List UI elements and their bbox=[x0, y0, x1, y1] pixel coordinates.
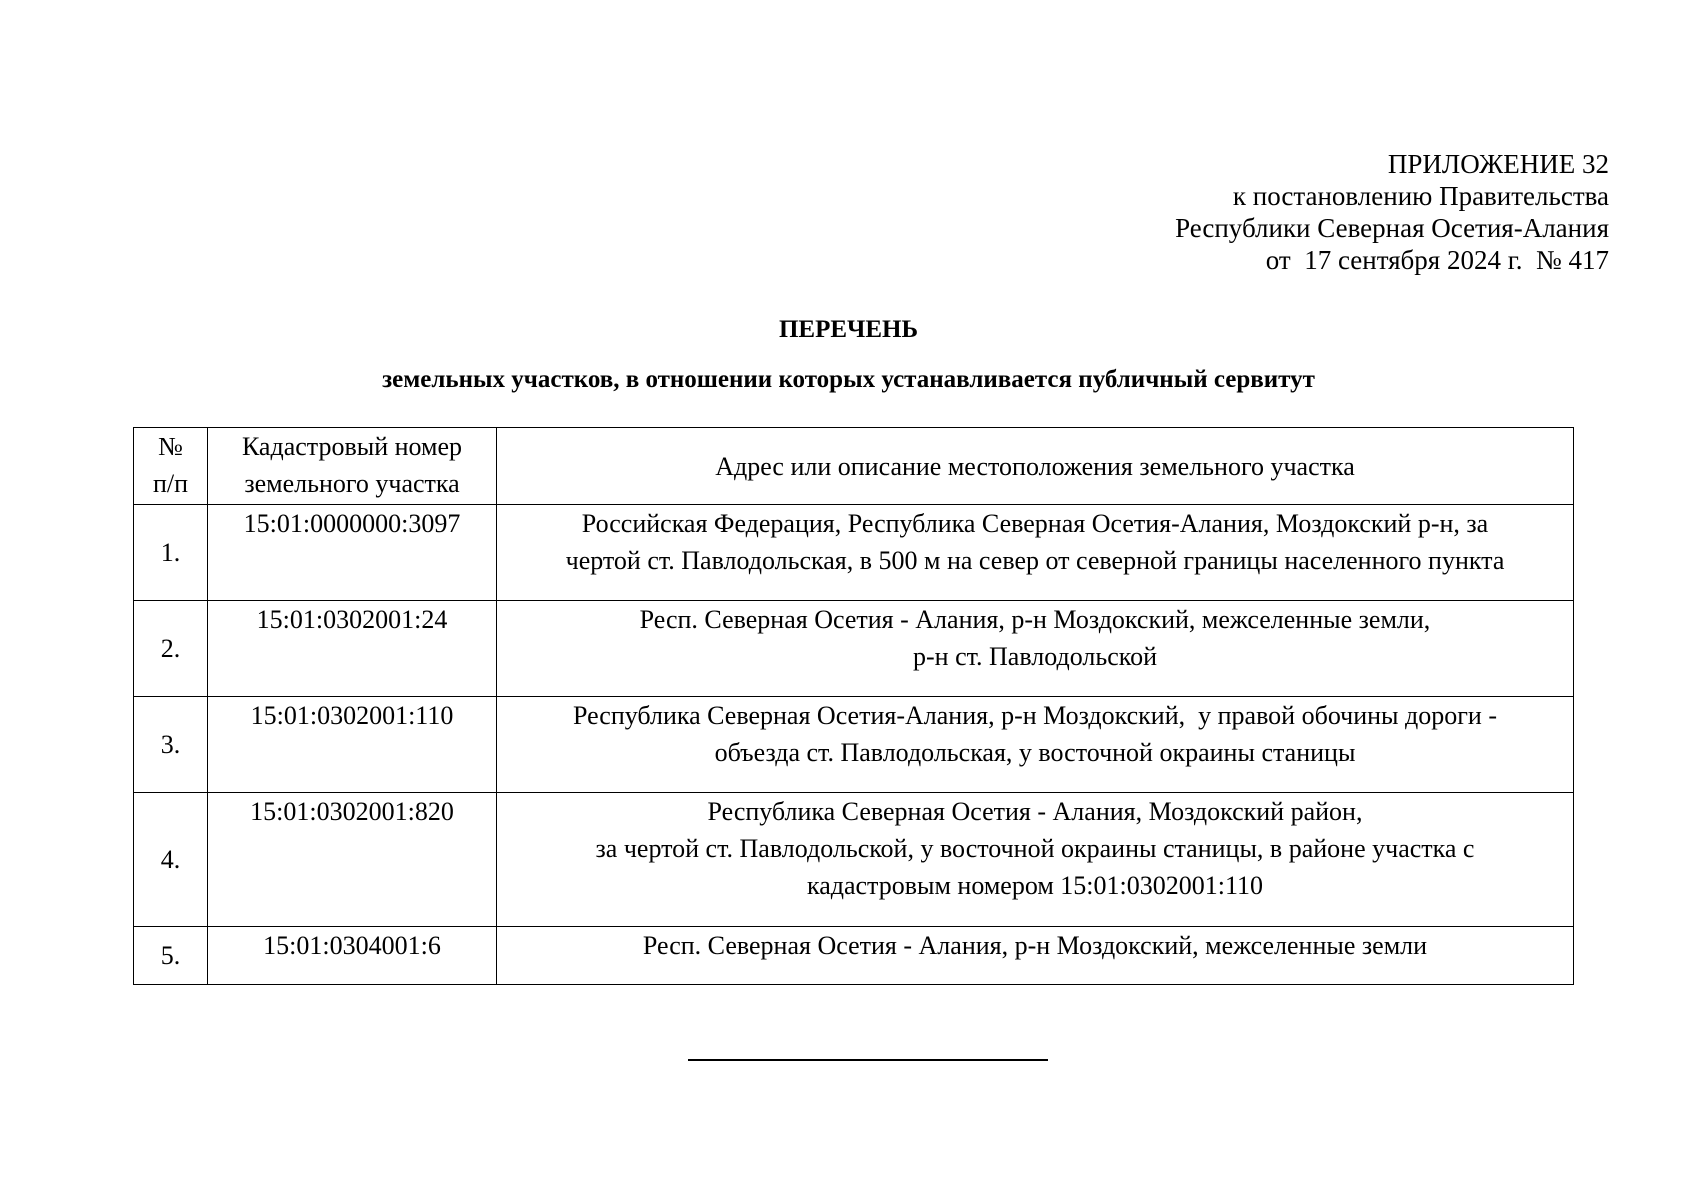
address-cell bbox=[497, 601, 1574, 697]
address-cell bbox=[497, 697, 1574, 793]
address-cell bbox=[497, 793, 1574, 927]
header-address: Адрес или описание местоположения земельного участка bbox=[497, 428, 1574, 505]
row-number: 2. bbox=[134, 601, 208, 697]
table-row bbox=[134, 793, 1574, 927]
table-row bbox=[134, 697, 1574, 793]
appendix-resolution-ref: к постановлению Правительства bbox=[1232, 181, 1609, 211]
address-line: объезда ст. Павлодольская, у восточной окраины станицы bbox=[714, 738, 1356, 767]
address-line: за чертой ст. Павлодольской, у восточной окраины станицы, в районе участка с bbox=[595, 834, 1475, 863]
cadastral-number: 15:01:0302001:110 bbox=[208, 697, 497, 793]
row-number: 5. bbox=[134, 927, 208, 985]
table-row bbox=[134, 601, 1574, 697]
appendix-government-name: Республики Северная Осетия-Алания bbox=[1175, 213, 1609, 243]
address-line: р-н ст. Павлодольской bbox=[913, 642, 1157, 671]
header-number-line1: № bbox=[158, 432, 183, 461]
appendix-date-number: от 17 сентября 2024 г. № 417 bbox=[1265, 245, 1609, 275]
header-cadastral-line2: земельного участка bbox=[244, 469, 460, 498]
document-subtitle: земельных участков, в отношении которых устанавливается публичный сервитут bbox=[382, 366, 1315, 393]
table-header-row bbox=[134, 428, 1574, 505]
appendix-block bbox=[1175, 148, 1609, 276]
table-row bbox=[134, 927, 1574, 985]
header-cadastral-line1: Кадастровый номер bbox=[241, 432, 463, 461]
row-number: 1. bbox=[134, 505, 208, 601]
header-cadastral bbox=[208, 428, 497, 505]
land-plots-table bbox=[133, 427, 1574, 985]
appendix-number: ПРИЛОЖЕНИЕ 32 bbox=[1387, 149, 1609, 179]
row-number: 3. bbox=[134, 697, 208, 793]
closing-divider-line bbox=[688, 1059, 1048, 1061]
address-line: Респ. Северная Осетия - Алания, р-н Моздокский, межселенные земли, bbox=[639, 605, 1431, 634]
document-title: ПЕРЕЧЕНЬ bbox=[778, 316, 919, 343]
cadastral-number: 15:01:0302001:24 bbox=[208, 601, 497, 697]
address-cell bbox=[497, 505, 1574, 601]
header-number bbox=[134, 428, 208, 505]
address-line: Республика Северная Осетия - Алания, Моздокский район, bbox=[707, 797, 1363, 826]
address-line: Республика Северная Осетия-Алания, р-н Моздокский, у правой обочины дороги - bbox=[572, 701, 1497, 730]
address-line: чертой ст. Павлодольская, в 500 м на север от северной границы населенного пункта bbox=[565, 546, 1505, 575]
address-line: кадастровым номером 15:01:0302001:110 bbox=[806, 871, 1264, 900]
header-number-line2: п/п bbox=[152, 469, 189, 498]
table-row bbox=[134, 505, 1574, 601]
address-line: Российская Федерация, Республика Северная Осетия-Алания, Моздокский р-н, за bbox=[581, 509, 1489, 538]
address-cell bbox=[497, 927, 1574, 985]
address-line: Респ. Северная Осетия - Алания, р-н Моздокский, межселенные земли bbox=[642, 931, 1428, 960]
row-number: 4. bbox=[134, 793, 208, 927]
cadastral-number: 15:01:0304001:6 bbox=[208, 927, 497, 985]
cadastral-number: 15:01:0000000:3097 bbox=[208, 505, 497, 601]
cadastral-number: 15:01:0302001:820 bbox=[208, 793, 497, 927]
